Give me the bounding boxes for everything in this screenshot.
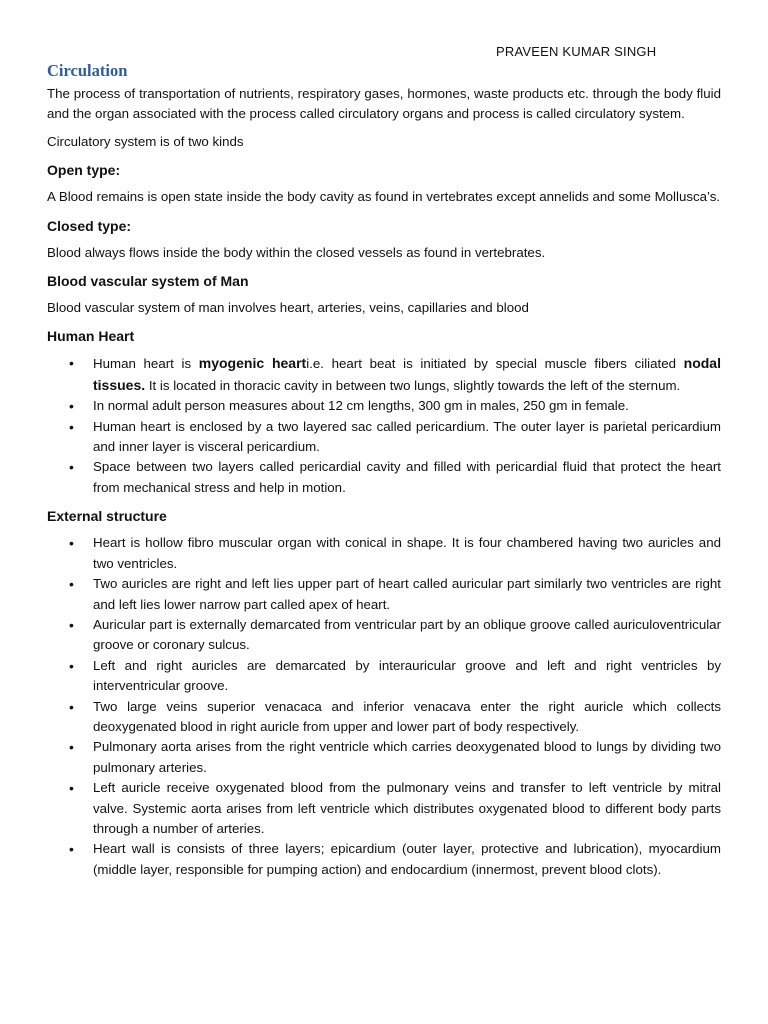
closed-type-text: Blood always flows inside the body within the closed vessels as found in vertebrates. (47, 244, 546, 260)
list-item: • Left and right auricles are demarcated by interauricular groove and left and right ventricles by interventricular groove. (47, 656, 721, 697)
human-heart-heading: Human Heart (47, 328, 135, 345)
author-name: PRAVEEN KUMAR SINGH (496, 44, 657, 59)
open-type-heading: Open type: (47, 162, 121, 179)
list-item: • Heart wall is consists of three layers; epicardium (outer layer, protective and lubrication), myocardium (middle layer, responsible for pumping action) and endocardium (innermost, prevent blood clots). (47, 839, 721, 880)
list-item: • Space between two layers called pericardial cavity and filled with pericardial fluid that protect the heart from mechanical stress and help in motion. (47, 457, 721, 498)
list-item: • Pulmonary aorta arises from the right ventricle which carries deoxygenated blood to lungs by dividing two pulmonary arteries. (47, 737, 721, 778)
list-item: • In normal adult person measures about 12 cm lengths, 300 gm in males, 250 gm in female. (47, 396, 721, 416)
page-title: Circulation (47, 61, 128, 80)
intro-paragraph: The process of transportation of nutrients, respiratory gases, hormones, waste products etc. through the body fluid and the organ associated with the process called circulatory organs and process is called circulatory system. (47, 86, 721, 122)
external-structure-heading: External structure (47, 508, 167, 525)
list-item: • Human heart is myogenic hearti.e. heart beat is initiated by special muscle fibers ciliated nodal tissues. It is located in thoracic cavity in between two lungs, slightly towards the left of the sternum. (47, 353, 721, 396)
open-type-text: A Blood remains is open state inside the body cavity as found in vertebrates except annelids and some Mollusca’s. (47, 189, 721, 205)
list-item: • Heart is hollow fibro muscular organ with conical in shape. It is four chambered having two auricles and two ventricles. (47, 533, 721, 574)
vascular-text: Blood vascular system of man involves heart, arteries, veins, capillaries and blood (47, 300, 529, 316)
list-item: • Human heart is enclosed by a two layered sac called pericardium. The outer layer is parietal pericardium and inner layer is visceral pericardium. (47, 417, 721, 458)
nodal-term: nodal tissues. (93, 355, 721, 393)
myogenic-term: myogenic heart (198, 355, 307, 372)
vascular-heading: Blood vascular system of Man (47, 273, 249, 290)
human-heart-list (47, 353, 721, 498)
list-item: • Left auricle receive oxygenated blood from the pulmonary veins and transfer to left ventricle by mitral valve. Systemic aorta arises from left ventricle which distributes oxygenated blood to different body parts through a number of arteries. (47, 778, 721, 839)
intro-kinds: Circulatory system is of two kinds (47, 133, 244, 149)
closed-type-heading: Closed type: (47, 217, 132, 234)
list-item: • Two auricles are right and left lies upper part of heart called auricular part similarly two ventricles are right and left lies lower narrow part called apex of heart. (47, 574, 721, 615)
document-body (47, 84, 721, 880)
list-item: • Two large veins superior venacaca and inferior venacava enter the right auricle which collects deoxygenated blood in right auricle from upper and lower part of body respectively. (47, 697, 721, 738)
list-item: • Auricular part is externally demarcated from ventricular part by an oblique groove called auriculoventricular groove or coronary sulcus. (47, 615, 721, 656)
external-structure-list (47, 533, 721, 880)
